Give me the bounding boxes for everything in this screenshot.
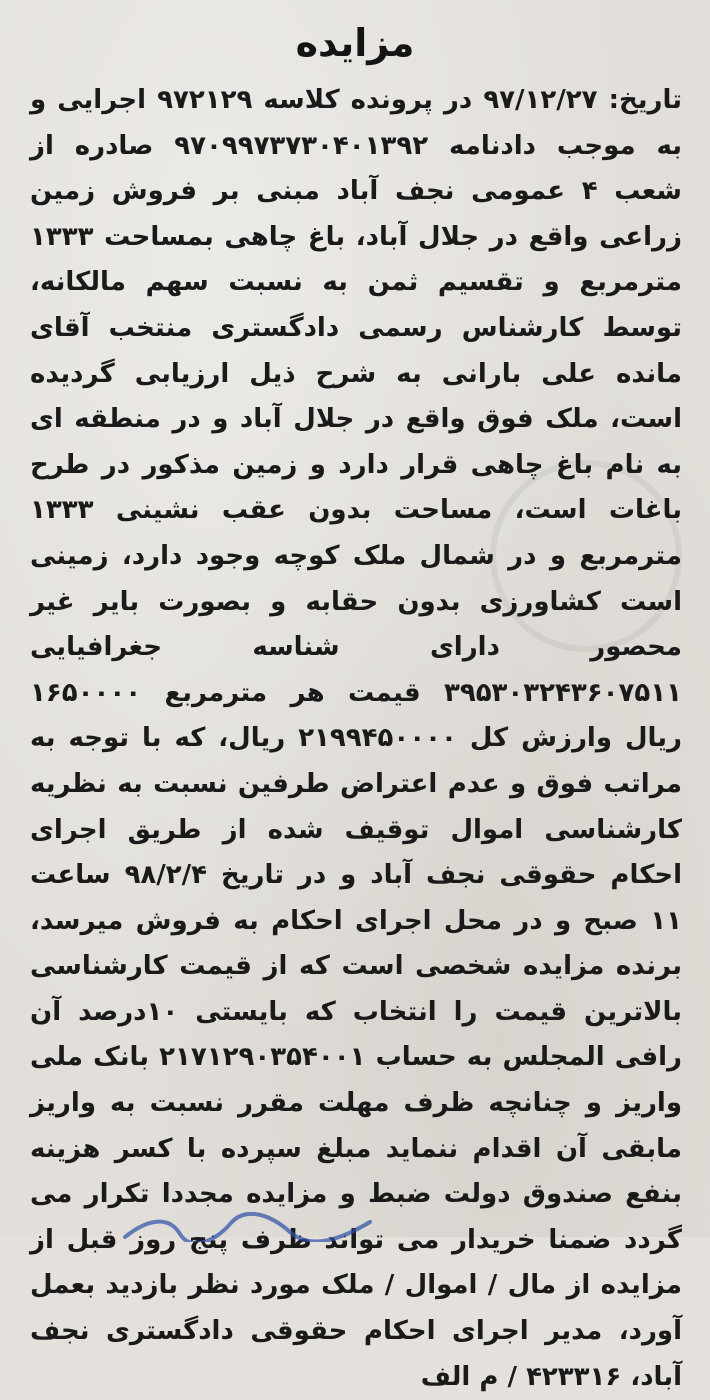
notice-title: مزایده bbox=[295, 21, 415, 65]
notice-body: تاریخ: ۹۷/۱۲/۲۷ در پرونده کلاسه ۹۷۲۱۲۹ اجرایی و به موجب دادنامه ۹۷۰۹۹۷۳۷۳۰۴۰۱۳۹۲ صادره از شعب ۴ عمومی نجف آباد مبنی بر فروش زمین زراعی واقع در جلال آباد، باغ چاهی بمساحت ۱۳۳۳ مترمربع و تقسیم ثمن به نسبت سهم مالکانه، توسط کارشناس رسمی دادگستری منتخب آقای مانده علی بارانی به شرح ذیل ارزیابی گردیده است، ملک فوق واقع در جلال آباد و در منطقه ای به نام باغ چاهی قرار دارد و زمین مذکور در طرح باغات است، مساحت بدون عقب نشینی ۱۳۳۳ مترمربع و در شمال ملک کوچه وجود دارد، زمینی است کشاورزی بدون حقابه و بصورت بایر غیر محصور دارای شناسه جغرافیایی ۳۹۵۳۰۳۲۴۳۶۰۷۵۱۱ قیمت هر مترمربع ۱۶۵۰۰۰۰ ریال وارزش کل ۲۱۹۹۴۵۰۰۰۰ ریال، که با توجه به مراتب فوق و عدم اعتراض طرفین نسبت به نظریه کارشناسی اموال توقیف شده از طریق اجرای احکام حقوقی نجف آباد و در تاریخ ۹۸/۲/۴ ساعت ۱۱ صبح و در محل اجرای احکام به فروش میرسد، برنده مزایده شخصی است که از قیمت کارشناسی بالاترین قیمت را انتخاب که بایستی ۱۰درصد آن رافی المجلس به حساب ۲۱۷۱۲۹۰۳۵۴۰۰۱ بانک ملی واریز و چنانچه ظرف مهلت مقرر نسبت به واریز مابقی آن اقدام ننماید مبلغ سپرده با کسر هزینه بنفع صندوق دولت ضبط و مزایده مجددا تکرار می گردد ضمنا خریدار می تواند ظرف پنج روز قبل از مزایده از مال / اموال / ملک مورد نظر بازدید بعمل آورد، مدیر اجرای احکام حقوقی دادگستری نجف آباد، ۴۲۳۳۱۶ / م الف bbox=[30, 85, 683, 1392]
